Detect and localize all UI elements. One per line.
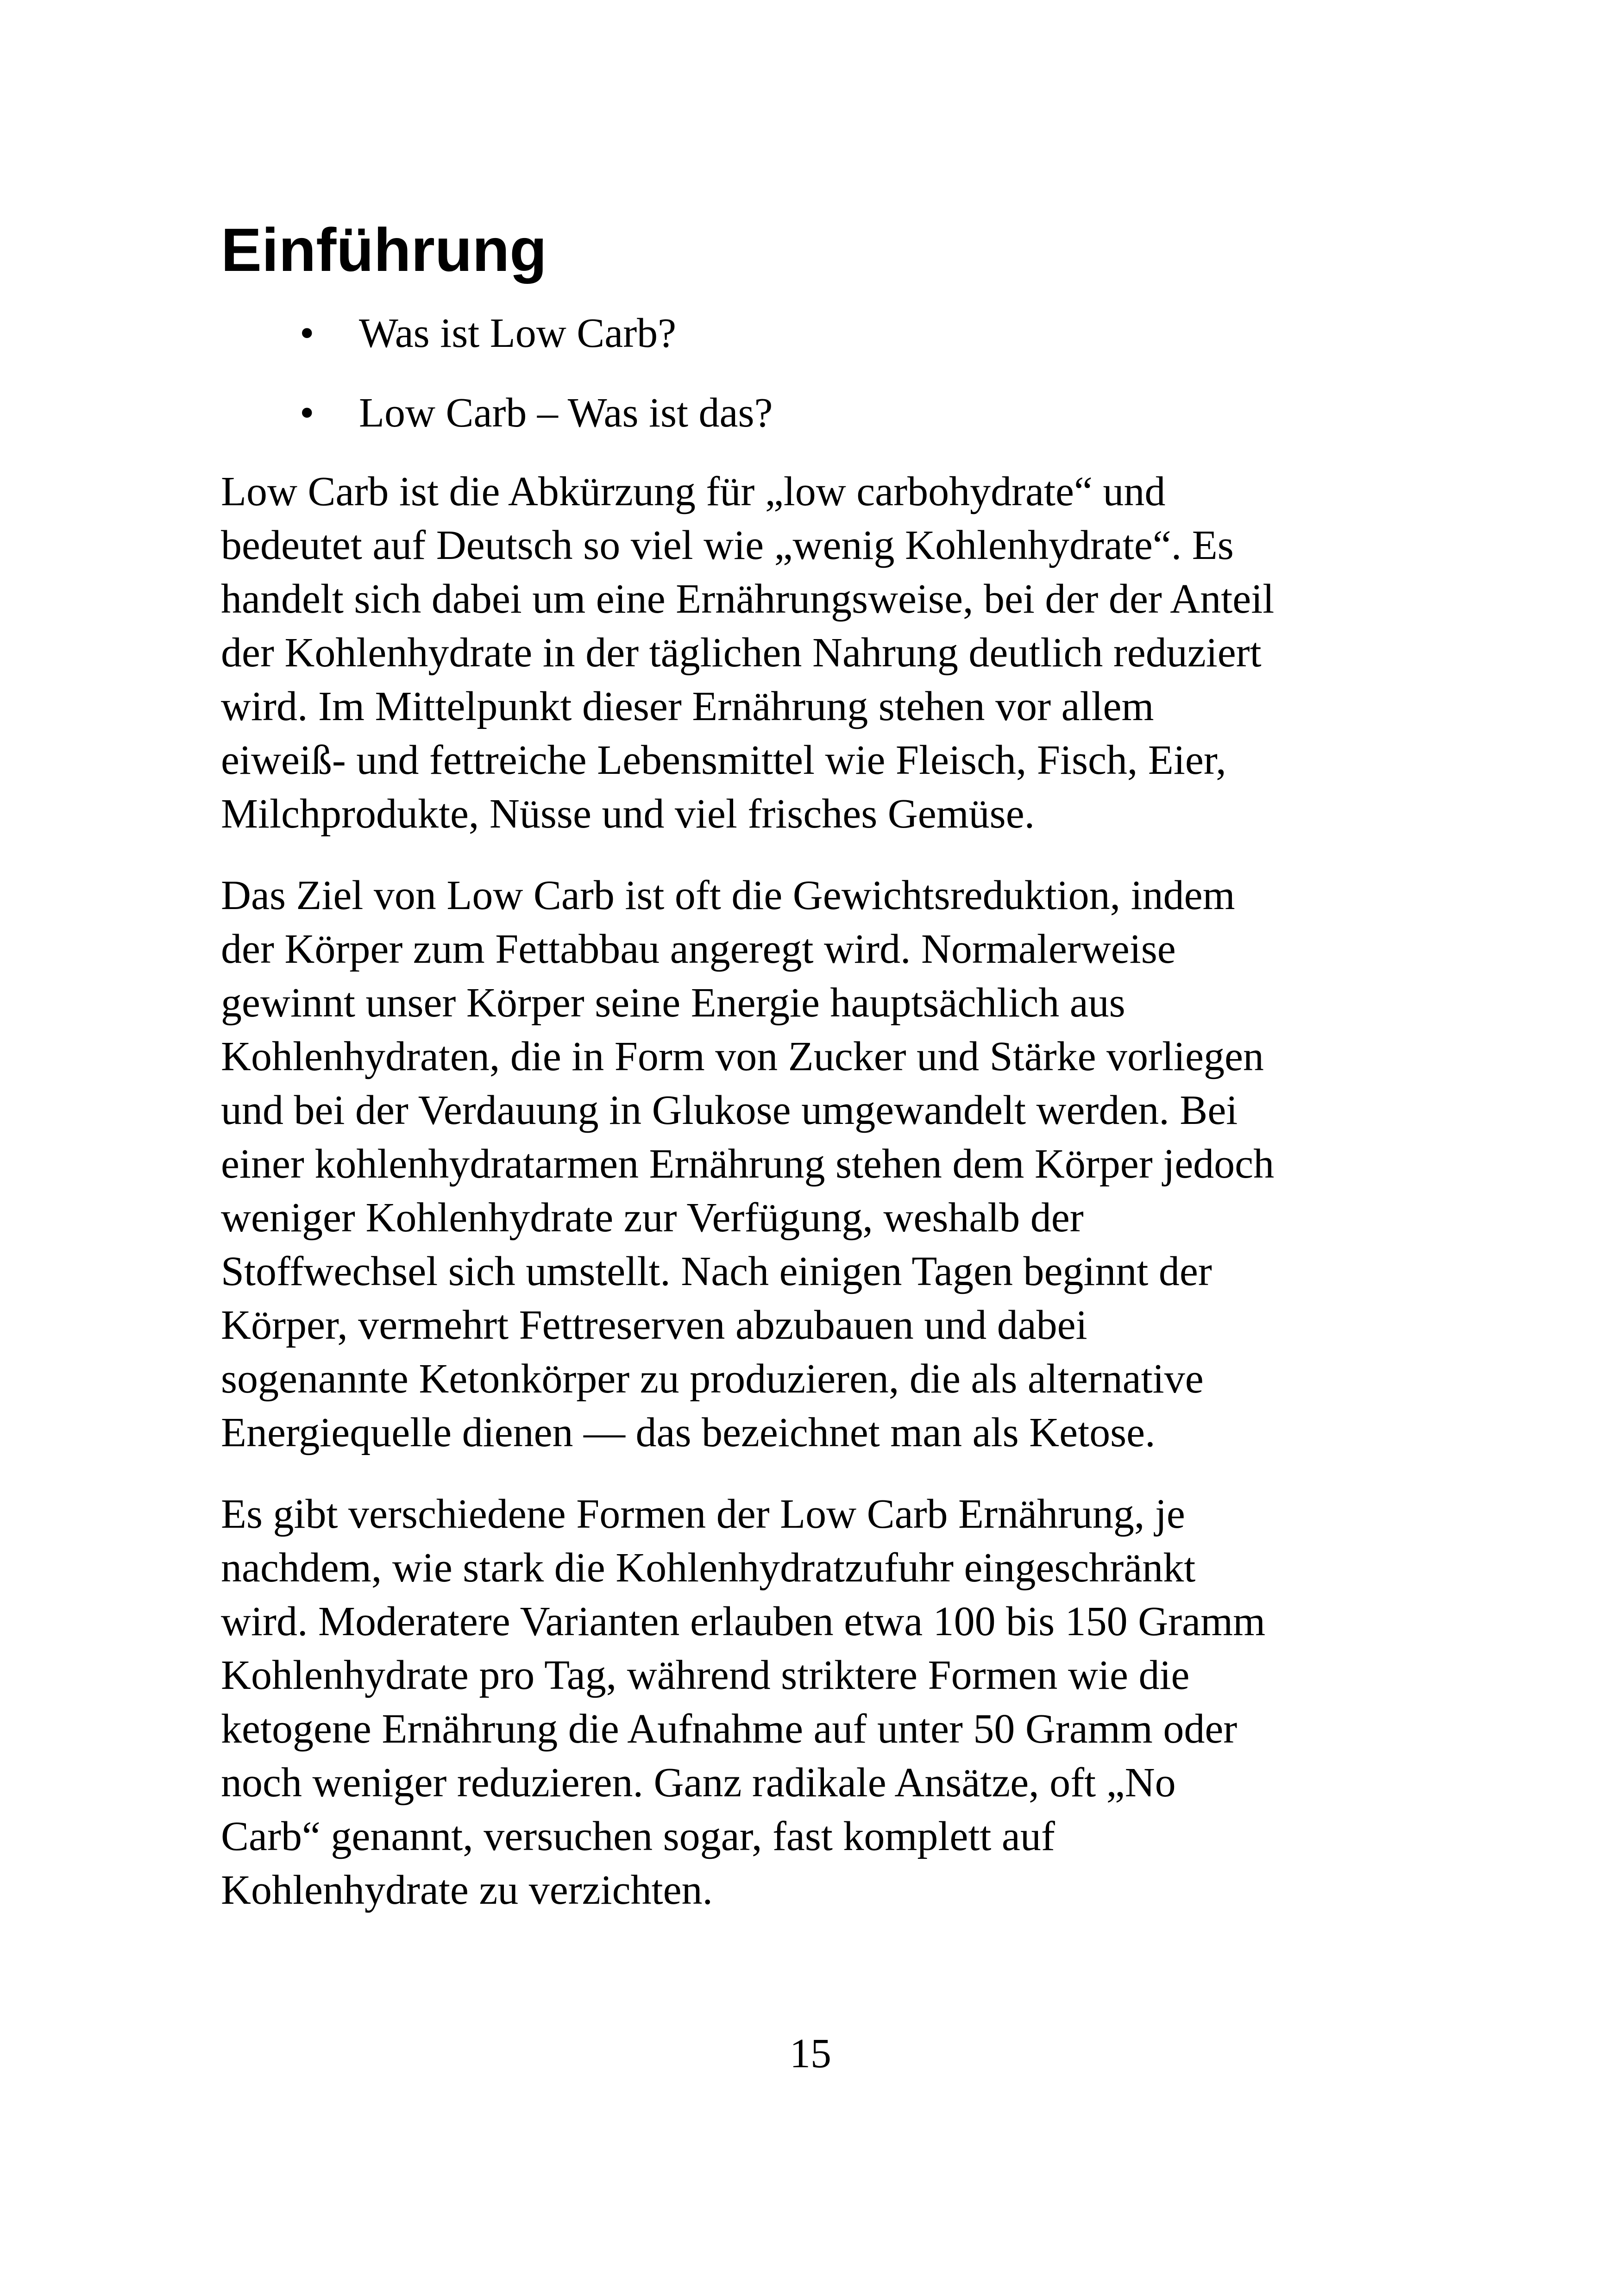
paragraph-forms: Es gibt verschiedene Formen der Low Carb Ernährung, je nachdem, wie stark die Kohlenhydratzufuhr eingeschränkt wird. Moderatere Varianten erlauben etwa 100 bis 150 Gramm Kohlenhydrate pro Tag, während striktere Formen wie die ketogene Ernährung die Aufnahme auf unter 50 Gramm oder noch weniger reduzieren. Ganz radikale Ansätze, oft „No Carb“ genannt, versuchen sogar, fast komplett auf Kohlenhydrate zu verzichten. bbox=[221, 1491, 1266, 1913]
page-number: 15 bbox=[790, 2031, 831, 2076]
paragraph-intro: Low Carb ist die Abkürzung für „low carbohydrate“ und bedeutet auf Deutsch so viel wie „wenig Kohlenhydrate“. Es handelt sich dabei um eine Ernährungsweise, bei der der Anteil der Kohlenhydrate in der täglichen Nahrung deutlich reduziert wird. Im Mittelpunkt dieser Ernährung stehen vor allem eiweiß- und fettreiche Lebensmittel wie Fleisch, Fisch, Eier, Milchprodukte, Nüsse und viel frisches Gemüse. bbox=[221, 469, 1275, 837]
bullet-item bbox=[221, 385, 1407, 441]
bullet-icon: • bbox=[300, 310, 314, 356]
bullet-text: Low Carb – Was ist das? bbox=[359, 390, 773, 436]
bullet-text: Was ist Low Carb? bbox=[359, 310, 677, 356]
paragraph-goal: Das Ziel von Low Carb ist oft die Gewichtsreduktion, indem der Körper zum Fettabbau angeregt wird. Normalerweise gewinnt unser Körper seine Energie hauptsächlich aus Kohlenhydraten, die in Form von Zucker und Stärke vorliegen und bei der Verdauung in Glukose umgewandelt werden. Bei einer kohlenhydratarmen Ernährung stehen dem Körper jedoch weniger Kohlenhydrate zur Verfügung, weshalb der Stoffwechsel sich umstellt. Nach einigen Tagen beginnt der Körper, vermehrt Fettreserven abzubauen und dabei sogenannte Ketonkörper zu produzieren, die als alternative Energiequelle dienen — das bezeichnet man als Ketose. bbox=[221, 872, 1275, 1455]
chapter-heading: Einführung bbox=[221, 216, 547, 284]
bullet-list bbox=[221, 306, 1407, 441]
page-content bbox=[221, 213, 1407, 1945]
bullet-icon: • bbox=[300, 390, 314, 436]
bullet-item bbox=[221, 306, 1407, 361]
